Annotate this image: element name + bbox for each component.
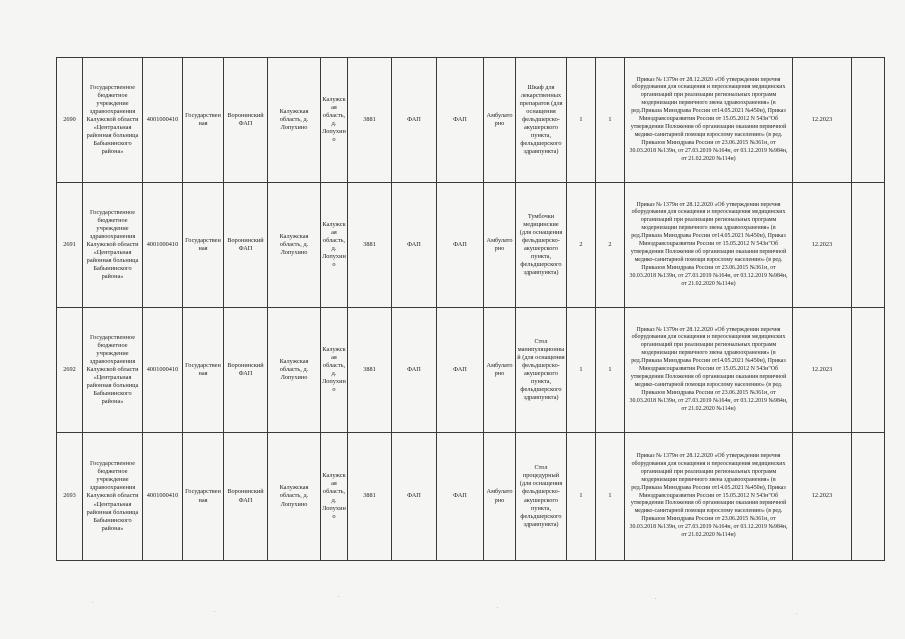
target-date: 12.2023 bbox=[793, 58, 852, 183]
postcode: 3881 bbox=[348, 58, 392, 183]
qty-actual: 1 bbox=[596, 58, 625, 183]
row-number: 2693 bbox=[57, 433, 83, 561]
institution-code: 4001000410 bbox=[143, 58, 183, 183]
facility-subtype: ФАП bbox=[437, 183, 484, 308]
institution-name: Государственное бюджетное учреждение здравоохранения Калужской области «Центральная районная больница Бабынинского района» bbox=[83, 308, 143, 433]
equipment-name: Стол манипуляционный (для оснащения фельдшерско-акушерского пункта, фельдшерского здравпункта) bbox=[516, 308, 567, 433]
equipment-register-table bbox=[56, 57, 885, 561]
scan-speck bbox=[497, 607, 498, 608]
institution-name: Государственное бюджетное учреждение здравоохранения Калужской области «Центральная районная больница Бабынинского района» bbox=[83, 58, 143, 183]
ownership-form: Государственная bbox=[183, 308, 224, 433]
institution-name: Государственное бюджетное учреждение здравоохранения Калужской области «Центральная районная больница Бабынинского района» bbox=[83, 183, 143, 308]
empty-cell bbox=[852, 58, 885, 183]
facility-name: Воронинский ФАП bbox=[224, 183, 268, 308]
target-date: 12.2023 bbox=[793, 308, 852, 433]
table-row bbox=[57, 183, 885, 308]
facility-address: Калужская область, д. Лопухино bbox=[268, 433, 321, 561]
empty-cell bbox=[852, 433, 885, 561]
scan-speck bbox=[796, 613, 797, 614]
regulatory-order: Приказ № 1379н от 28.12.2020 «Об утверждении перечня оборудования для оснащения и переоснащения медицинских организаций при реализации региональных программ модернизации первичного звена здравоохранения» (в ред.Приказа Минздрава России от14.05.2021 №450н), Приказ Минздравсоцразвития России от 15.05.2012 N 543н"Об утверждении Положения об организации оказания первичной медико-санитарной помощи взрослому населению» (в ред. Приказов Минздрава России от 23.06.2015 №361н, от 30.03.2018 №139н, от 27.03.2019 №164н, от 03.12.2019 №984н, от 21.02.2020 №114н) bbox=[625, 58, 793, 183]
qty-required: 2 bbox=[567, 183, 596, 308]
locality: Калужская область, д. Лопухино bbox=[321, 308, 348, 433]
care-form: Амбулаторно bbox=[484, 183, 516, 308]
ownership-form: Государственная bbox=[183, 58, 224, 183]
table-row bbox=[57, 58, 885, 183]
table-row bbox=[57, 433, 885, 561]
target-date: 12.2023 bbox=[793, 433, 852, 561]
facility-type: ФАП bbox=[392, 58, 437, 183]
row-number: 2690 bbox=[57, 58, 83, 183]
facility-name: Воронинский ФАП bbox=[224, 433, 268, 561]
care-form: Амбулаторно bbox=[484, 58, 516, 183]
institution-code: 4001000410 bbox=[143, 183, 183, 308]
row-number: 2692 bbox=[57, 308, 83, 433]
facility-subtype: ФАП bbox=[437, 433, 484, 561]
postcode: 3881 bbox=[348, 308, 392, 433]
facility-address: Калужская область, д. Лопухино bbox=[268, 183, 321, 308]
locality: Калужская область, д. Лопухино bbox=[321, 183, 348, 308]
care-form: Амбулаторно bbox=[484, 433, 516, 561]
qty-actual: 2 bbox=[596, 183, 625, 308]
row-number: 2691 bbox=[57, 183, 83, 308]
postcode: 3881 bbox=[348, 433, 392, 561]
regulatory-order: Приказ № 1379н от 28.12.2020 «Об утверждении перечня оборудования для оснащения и переоснащения медицинских организаций при реализации региональных программ модернизации первичного звена здравоохранения» (в ред.Приказа Минздрава России от14.05.2021 №450н), Приказ Минздравсоцразвития России от 15.05.2012 N 543н"Об утверждении Положения об организации оказания первичной медико-санитарной помощи взрослому населению» (в ред. Приказов Минздрава России от 23.06.2015 №361н, от 30.03.2018 №139н, от 27.03.2019 №164н, от 03.12.2019 №984н, от 21.02.2020 №114н) bbox=[625, 308, 793, 433]
facility-name: Воронинский ФАП bbox=[224, 308, 268, 433]
facility-address: Калужская область, д. Лопухино bbox=[268, 308, 321, 433]
care-form: Амбулаторно bbox=[484, 308, 516, 433]
facility-address: Калужская область, д. Лопухино bbox=[268, 58, 321, 183]
equipment-name: Тумбочки медицинские (для оснащения фельдшерско-акушерского пункта, фельдшерского здравпункта) bbox=[516, 183, 567, 308]
institution-code: 4001000410 bbox=[143, 433, 183, 561]
regulatory-order: Приказ № 1379н от 28.12.2020 «Об утверждении перечня оборудования для оснащения и переоснащения медицинских организаций при реализации региональных программ модернизации первичного звена здравоохранения» (в ред.Приказа Минздрава России от14.05.2021 №450н), Приказ Минздравсоцразвития России от 15.05.2012 N 543н"Об утверждении Положения об организации оказания первичной медико-санитарной помощи взрослому населению» (в ред. Приказов Минздрава России от 23.06.2015 №361н, от 30.03.2018 №139н, от 27.03.2019 №164н, от 03.12.2019 №984н, от 21.02.2020 №114н) bbox=[625, 433, 793, 561]
facility-type: ФАП bbox=[392, 433, 437, 561]
target-date: 12.2023 bbox=[793, 183, 852, 308]
empty-cell bbox=[852, 308, 885, 433]
ownership-form: Государственная bbox=[183, 433, 224, 561]
locality: Калужская область, д. Лопухино bbox=[321, 433, 348, 561]
scan-speck bbox=[338, 596, 339, 597]
ownership-form: Государственная bbox=[183, 183, 224, 308]
qty-required: 1 bbox=[567, 58, 596, 183]
qty-required: 1 bbox=[567, 433, 596, 561]
regulatory-order: Приказ № 1379н от 28.12.2020 «Об утверждении перечня оборудования для оснащения и переоснащения медицинских организаций при реализации региональных программ модернизации первичного звена здравоохранения» (в ред.Приказа Минздрава России от14.05.2021 №450н), Приказ Минздравсоцразвития России от 15.05.2012 N 543н"Об утверждении Положения об организации оказания первичной медико-санитарной помощи взрослому населению» (в ред. Приказов Минздрава России от 23.06.2015 №361н, от 30.03.2018 №139н, от 27.03.2019 №164н, от 03.12.2019 №984н, от 21.02.2020 №114н) bbox=[625, 183, 793, 308]
institution-name: Государственное бюджетное учреждение здравоохранения Калужской области «Центральная районная больница Бабынинского района» bbox=[83, 433, 143, 561]
locality: Калужская область, д. Лопухино bbox=[321, 58, 348, 183]
qty-actual: 1 bbox=[596, 308, 625, 433]
scan-speck bbox=[655, 598, 656, 599]
facility-name: Воронинский ФАП bbox=[224, 58, 268, 183]
equipment-name: Шкаф для лекарственных препаратов (для оснащения фельдшерско-акушерского пункта, фельдшерского здравпункта) bbox=[516, 58, 567, 183]
qty-required: 1 bbox=[567, 308, 596, 433]
equipment-name: Стол процедурный (для оснащения фельдшерско-акушерского пункта, фельдшерского здравпункта) bbox=[516, 433, 567, 561]
postcode: 3881 bbox=[348, 183, 392, 308]
facility-subtype: ФАП bbox=[437, 308, 484, 433]
facility-type: ФАП bbox=[392, 183, 437, 308]
facility-subtype: ФАП bbox=[437, 58, 484, 183]
institution-code: 4001000410 bbox=[143, 308, 183, 433]
qty-actual: 1 bbox=[596, 433, 625, 561]
empty-cell bbox=[852, 183, 885, 308]
table-row bbox=[57, 308, 885, 433]
scan-speck bbox=[214, 611, 215, 612]
facility-type: ФАП bbox=[392, 308, 437, 433]
scan-speck bbox=[92, 602, 93, 603]
